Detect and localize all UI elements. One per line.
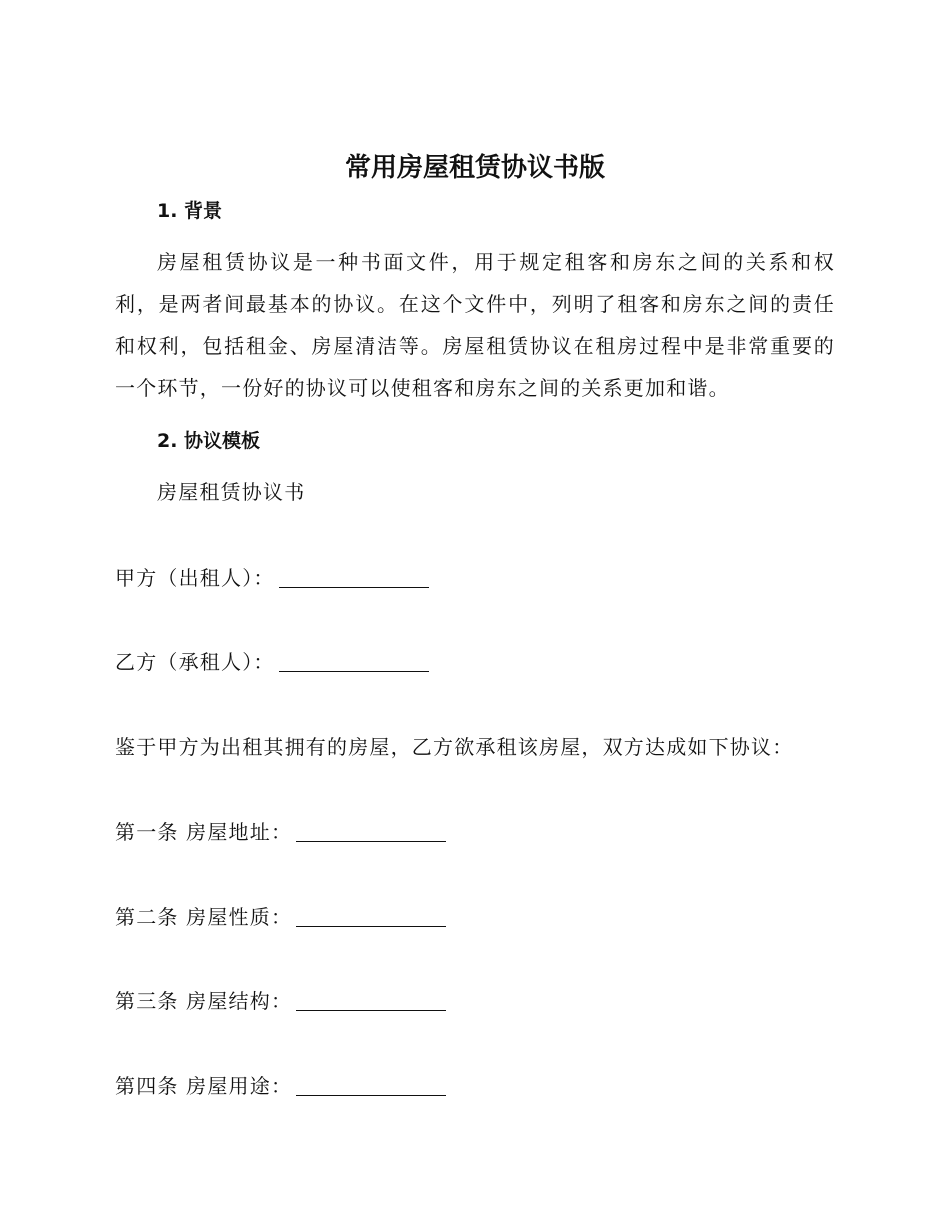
article-4-label: 第四条 房屋用途： [115,1074,293,1098]
agreement-subtitle: 房屋租赁协议书 [157,480,306,504]
party-a-line [115,563,429,593]
article-2-blank [296,906,446,927]
article-2-label: 第二条 房屋性质： [115,905,293,929]
article-4-blank [296,1075,446,1096]
article-1-label: 第一条 房屋地址： [115,820,293,844]
article-1-blank [296,821,446,842]
article-2-line [115,902,446,932]
article-4-line [115,1071,446,1101]
party-a-label: 甲方（出租人）： [115,566,275,590]
party-b-line [115,647,429,677]
document-title: 常用房屋租赁协议书版 [344,153,605,183]
party-b-blank [279,651,429,672]
section-heading-template: 2. 协议模板 [157,430,261,452]
background-paragraph: 房屋租赁协议是一种书面文件，用于规定租客和房东之间的关系和权利，是两者间最基本的协议。在这个文件中，列明了租客和房东之间的责任和权利，包括租金、房屋清洁等。房屋租赁协议在租房过程中是非常重要的一个环节，一份好的协议可以使租客和房东之间的关系更加和谐。 [115,250,835,400]
party-b-label: 乙方（承租人）： [115,650,275,674]
preamble-text: 鉴于甲方为出租其拥有的房屋，乙方欲承租该房屋，双方达成如下协议： [115,735,794,759]
article-3-label: 第三条 房屋结构： [115,989,293,1013]
section-heading-background: 1. 背景 [157,200,223,222]
party-a-blank [279,567,429,588]
article-1-line [115,817,446,847]
article-3-line [115,986,446,1016]
article-3-blank [296,990,446,1011]
